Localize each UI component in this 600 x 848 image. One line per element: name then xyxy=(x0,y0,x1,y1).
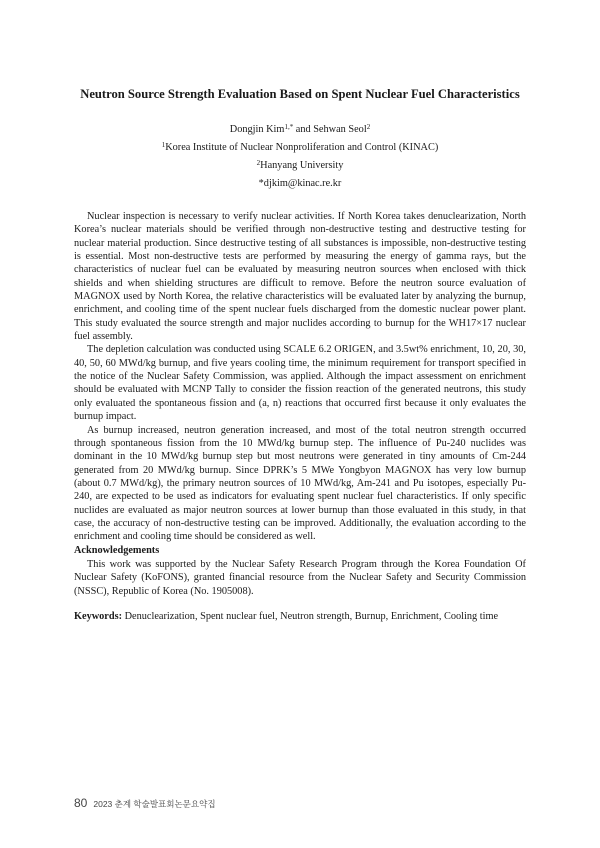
author-name: Sehwan Seol xyxy=(313,124,367,135)
author-line xyxy=(40,123,560,136)
acknowledgements-body xyxy=(74,558,526,598)
page-number: 80 xyxy=(74,796,88,810)
acknowledgements-text: This work was supported by the Nuclear Safety Research Program through the Korea Foundation Of Nuclear Safety (KoFONS), granted financial resource from the Nuclear Safety and Security Commission (NSSC), Republic of Korea (No. 1905008). xyxy=(74,559,526,597)
keywords-text: Denuclearization, Spent nuclear fuel, Neutron strength, Burnup, Enrichment, Cooling time xyxy=(122,611,499,622)
author-superscript: 2 xyxy=(366,123,371,131)
keywords-label: Keywords: xyxy=(74,611,123,622)
keywords-line xyxy=(74,610,534,623)
page-footer xyxy=(74,794,216,812)
corresponding-email: *djkim@kinac.re.kr xyxy=(258,178,342,189)
affiliation-text: Hanyang University xyxy=(260,160,344,171)
affiliation xyxy=(40,141,560,154)
paper-title: Neutron Source Strength Evaluation Based on Spent Nuclear Fuel Characteristics xyxy=(80,87,520,101)
affiliation xyxy=(40,159,560,172)
body-paragraph: The depletion calculation was conducted using SCALE 6.2 ORIGEN, and 3.5wt% enrichment, 10, 20, 30, 40, 50, 60 MWd/kg burnup, and five years cooling time, the minimum requirement for transport specified in the notice of the Nuclear Safety Commission, was applied. Although the impact assessment on enrichment should be evaluated with MCNP Tally to consider the fission reaction of the generated neutrons, this study only evaluated the spontaneous fission and (a, n) reactions that occurred first because it only evaluates the burnup impact. xyxy=(74,344,526,423)
footer-text: 2023 춘계 학술발표회논문요약집 xyxy=(93,799,216,809)
abstract-body xyxy=(74,210,526,544)
affiliation-superscript: 2 xyxy=(256,159,261,167)
body-paragraph: Nuclear inspection is necessary to verify nuclear activities. If North Korea takes denuclearization, North Korea’s nuclear materials should be verified through non-destructive testing and destructive testing for nuclear material production. Since destructive testing of all substances is impossible, non-destructive testing is essential. Most non-destructive tests are performed by measuring the energy of gamma rays, but the characteristics of nuclear fuel can be evaluated by measuring neutron sources when enclosed with thick shields and when shielding structures are difficult to remove. Before the neutron source evaluation of MAGNOX used by North Korea, the relative characteristics will be evaluated later by analyzing the burnup, enrichment, and cooling time of the spent nuclear fuels discharged from the domestic nuclear power plant. This study evaluated the source strength and major nuclides according to burnup for the WH17×17 nuclear fuel assembly. xyxy=(74,211,526,343)
affiliation-superscript: 1 xyxy=(161,141,166,149)
affiliation-text: Korea Institute of Nuclear Nonproliferation and Control (KINAC) xyxy=(165,142,439,153)
author-conjunction: and xyxy=(293,124,314,135)
body-paragraph: As burnup increased, neutron generation increased, and most of the total neutron strength occurred through spontaneous fission from the 10 MWd/kg burnup step. The influence of Pu-240 nuclides was dominant in the 10 MWd/kg burnup step but most neutrons were generated in tiny amounts of Cm-244 generated from 20 MWd/kg burnup. Since DPRK’s 5 MWe Yongbyon MAGNOX has very low burnup (about 0.7 MWd/kg), the primary neutron sources of 10 MWd/kg, Am-241 and Pu isotopes, especially Pu-240, are expected to be used as indicators for evaluating spent nuclear fuel characteristics. If only specific nuclides are evaluated as major neutron sources at lower burnup than those evaluated in this study, in that case, the accuracy of non-destructive testing can be improved. Additionally, the evaluation according to the enrichment and cooling time should be considered as well. xyxy=(74,424,526,543)
author-superscript: 1,* xyxy=(284,123,294,131)
author-name: Dongjin Kim xyxy=(229,124,285,135)
acknowledgements-heading: Acknowledgements xyxy=(74,545,160,556)
